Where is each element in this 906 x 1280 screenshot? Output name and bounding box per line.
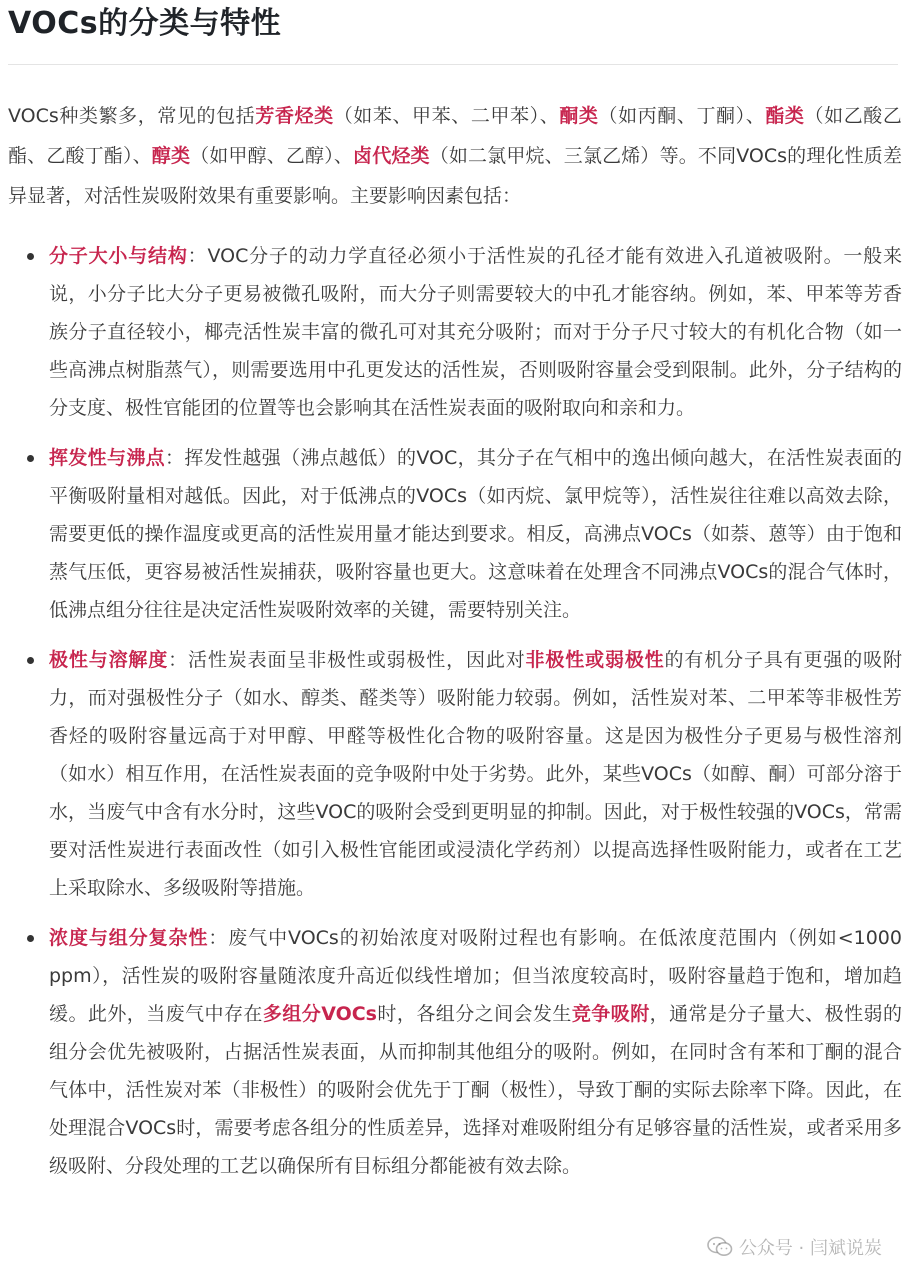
item-highlight: 多组分VOCs [262,1003,377,1025]
intro-highlight-aromatic: 芳香烃类 [255,105,334,127]
intro-text: （如乙酸乙酯、乙酸丁酯）、 [8,105,902,167]
title-divider [8,64,898,65]
intro-highlight-alcohol: 醇类 [151,145,191,167]
watermark-text: 公众号 · 闫斌说炭 [738,1238,882,1259]
item-heading: 挥发性与沸点 [49,447,166,469]
item-heading: 极性与溶解度 [49,649,169,671]
item-text: ：VOC分子的动力学直径必须小于活性炭的孔径才能有效进入孔道被吸附。一般来说，小分子比大分子更易被微孔吸附，而大分子则需要较大的中孔才能容纳。例如，苯、甲苯等芳香族分子直径较小，椰壳活性炭丰富的微孔可对其充分吸附；而对于分子尺寸较大的有机化合物（如一些高沸点树脂蒸气），则需要选用中孔更发达的活性炭，否则吸附容量会受到限制。此外，分子结构的分支度、极性官能团的位置等也会影响其在活性炭表面的吸附取向和亲和力。 [49,245,902,419]
item-text: 时，各组分之间会发生 [376,1003,572,1025]
intro-paragraph [8,96,902,216]
intro-highlight-ketone: 酮类 [559,105,599,127]
intro-text: （如苯、甲苯、二甲苯）、 [333,105,560,127]
item-text: 的有机分子具有更强的吸附力，而对强极性分子（如水、醇类、醛类等）吸附能力较弱。例如，活性炭对苯、二甲苯等非极性芳香烃的吸附容量远高于对甲醇、甲醛等极性化合物的吸附容量。这是因为极性分子更易与极性溶剂（如水）相互作用，在活性炭表面的竞争吸附中处于劣势。此外，某些VOCs（如醇、酮）可部分溶于水，当废气中含有水分时，这些VOC的吸附会受到更明显的抑制。因此，对于极性较强的VOCs，常需要对活性炭进行表面改性（如引入极性官能团或浸渍化学药剂）以提高选择性吸附能力，或者在工艺上采取除水、多级吸附等措施。 [49,649,902,899]
list-item-molecular-size [0,237,906,427]
item-text: ：挥发性越强（沸点越低）的VOC，其分子在气相中的逸出倾向越大，在活性炭表面的平衡吸附量相对越低。因此，对于低沸点的VOCs（如丙烷、氯甲烷等），活性炭往往难以高效去除，需要更低的操作温度或更高的活性炭用量才能达到要求。相反，高沸点VOCs（如萘、蒽等）由于饱和蒸气压低，更容易被活性炭捕获，吸附容量也更大。这意味着在处理含不同沸点VOCs的混合气体时，低沸点组分往往是决定活性炭吸附效率的关键，需要特别关注。 [49,447,902,621]
item-text: ：活性炭表面呈非极性或弱极性，因此对 [168,649,526,671]
item-heading: 分子大小与结构 [49,245,188,267]
intro-text: （如甲醇、乙醇）、 [190,145,354,167]
intro-highlight-halocarbon: 卤代烃类 [353,145,430,167]
watermark [707,1234,882,1260]
item-highlight: 竞争吸附 [571,1003,650,1025]
item-text: ，通常是分子量大、极性弱的组分会优先被吸附，占据活性炭表面，从而抑制其他组分的吸附。例如，在同时含有苯和丁酮的混合气体中，活性炭对苯（非极性）的吸附会优先于丁酮（极性），导致丁酮的实际去除率下降。因此，在处理混合VOCs时，需要考虑各组分的性质差异，选择对难吸附组分有足够容量的活性炭，或者采用多级吸附、分段处理的工艺以确保所有目标组分都能被有效去除。 [49,1003,902,1177]
list-item-concentration [0,919,906,1185]
item-heading: 浓度与组分复杂性 [49,927,209,949]
intro-text: VOCs种类繁多，常见的包括 [8,105,256,127]
item-text: ：废气中VOCs的初始浓度对吸附过程也有影响。在低浓度范围内（例如<1000 ppm），活性炭的吸附容量随浓度升高近似线性增加；但当浓度较高时，吸附容量趋于饱和，增加趋缓。此外，当废气中存在 [49,927,902,1025]
factor-list [0,237,906,1185]
list-item-volatility [0,439,906,629]
intro-highlight-ester: 酯类 [765,105,805,127]
intro-text: （如丙酮、丁酮）、 [598,105,766,127]
wechat-icon [707,1236,733,1258]
intro-text: （如二氯甲烷、三氯乙烯）等。不同VOCs的理化性质差异显著，对活性炭吸附效果有重要影响。主要影响因素包括： [8,145,902,207]
list-item-polarity [0,641,906,907]
page-title: VOCs的分类与特性 [8,6,282,41]
item-highlight: 非极性或弱极性 [525,649,665,671]
